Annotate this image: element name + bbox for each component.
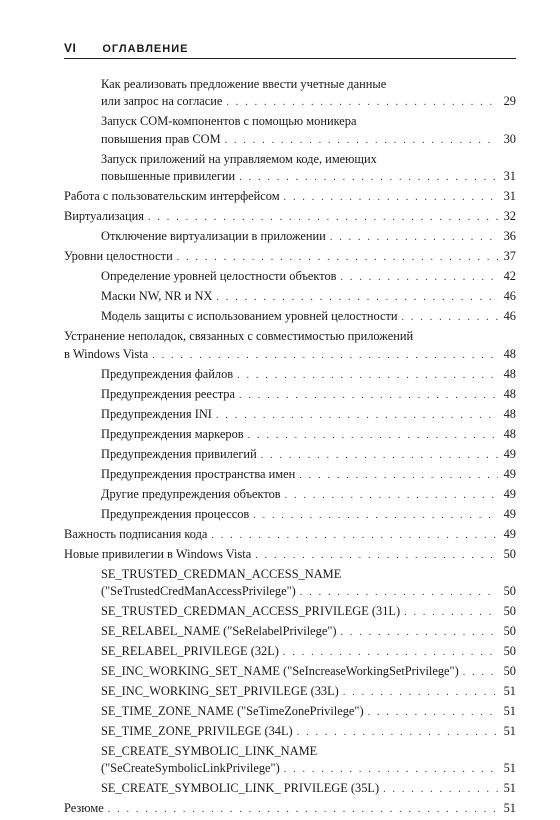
toc-entry [101, 386, 516, 404]
dot-leader [237, 367, 498, 384]
toc-entry-title-line: Предупреждения реестра [101, 386, 235, 401]
toc-entry-title-line: повышения прав COM [101, 131, 221, 146]
dot-leader [226, 94, 498, 111]
toc-entry [64, 526, 516, 544]
toc-entry-title-line: Как реализовать предложение ввести учетные данные [101, 77, 387, 91]
toc-entry-page-number: 49 [503, 446, 516, 461]
toc-entry-page-number: 46 [503, 289, 516, 304]
toc-entry-page-number: 48 [503, 426, 516, 441]
dot-leader [239, 169, 498, 186]
toc-entry-title-line: Запуск COM-компонентов с помощью моникера [101, 114, 357, 129]
toc-entry-title-line: Предупреждения маркеров [101, 426, 244, 441]
toc-entry-page-number: 42 [503, 269, 516, 284]
page-header [64, 38, 516, 59]
toc-entry-title-line: Другие предупреждения объектов [101, 486, 281, 501]
page-number: VI [64, 41, 77, 55]
toc-entry [101, 566, 516, 602]
toc-entry-page-number: 49 [503, 526, 516, 541]
toc-entry-page-number: 51 [503, 724, 516, 739]
toc-entry [101, 683, 516, 701]
toc-entry-title-line: Уровни целостности [64, 249, 173, 264]
toc-entry [101, 406, 516, 424]
toc-entry-page-number: 49 [503, 506, 516, 521]
toc-entry-page-number: 49 [503, 466, 516, 481]
dot-leader [216, 407, 498, 424]
toc-entry-page-number: 48 [503, 386, 516, 401]
dot-leader [108, 801, 498, 818]
dot-leader [463, 664, 498, 681]
toc-entry [101, 366, 516, 384]
dot-leader [341, 269, 498, 286]
toc-entry-page-number: 51 [503, 761, 516, 776]
dot-leader [404, 604, 498, 621]
dot-leader [253, 507, 498, 524]
dot-leader [299, 467, 498, 484]
toc-entry-title-line: Предупреждения файлов [101, 366, 234, 381]
toc-entry-title-line: Модель защиты с использованием уровней целостности [101, 309, 398, 324]
dot-leader [383, 781, 498, 798]
toc-entry-page-number: 31 [503, 169, 516, 184]
toc-entry [101, 643, 516, 661]
dot-leader [330, 229, 498, 246]
toc-entry-title-line: SE_TIME_ZONE_PRIVILEGE (34L) [101, 724, 293, 739]
toc-entry [101, 308, 516, 326]
toc-entry-title-line: Виртуализация [64, 209, 144, 224]
toc-entry-page-number: 31 [503, 189, 516, 204]
toc-entry [101, 506, 516, 524]
toc-entry [101, 76, 516, 112]
toc-entry-title-line: в Windows Vista [64, 346, 149, 361]
toc-entry-title-line: или запрос на согласие [101, 94, 223, 109]
toc-entry-title-line: Предупреждения пространства имен [101, 466, 296, 481]
toc-entry [101, 446, 516, 464]
toc-entry-page-number: 36 [503, 229, 516, 244]
toc-entry [101, 663, 516, 681]
toc-entry-title-line: повышенные привилегии [101, 169, 236, 184]
dot-leader [343, 684, 498, 701]
toc-entry-title-line: Устранение неполадок, связанных с совместимостью приложений [64, 329, 414, 344]
section-title: ОГЛАВЛЕНИЕ [102, 43, 189, 55]
dot-leader [177, 249, 498, 266]
toc-entry-title-line: ("SeCreateSymbolicLinkPrivilege") [101, 761, 280, 776]
toc-entry [101, 723, 516, 741]
toc-entry [64, 546, 516, 564]
toc-entry [64, 800, 516, 818]
dot-leader [148, 209, 498, 226]
toc-entry [101, 151, 516, 187]
toc-entry-title-line: Отключение виртуализации в приложении [101, 229, 326, 244]
toc-entry-page-number: 46 [503, 309, 516, 324]
toc-entry-title-line: SE_TRUSTED_CREDMAN_ACCESS_PRIVILEGE (31L) [101, 604, 401, 619]
toc-entry-title-line: Предупреждения привилегий [101, 446, 257, 461]
toc-entry-title-line: ("SeTrustedCredManAccessPrivilege") [101, 584, 296, 599]
dot-leader [285, 487, 498, 504]
toc-entry-page-number: 51 [503, 704, 516, 719]
toc-entry-page-number: 50 [503, 546, 516, 561]
toc-entry-page-number: 48 [503, 366, 516, 381]
dot-leader [261, 447, 498, 464]
dot-leader [211, 527, 498, 544]
toc-entry-title-line: SE_RELABEL_PRIVILEGE (32L) [101, 644, 279, 659]
toc-entry-title-line: SE_TRUSTED_CREDMAN_ACCESS_NAME [101, 566, 342, 581]
toc-entry-page-number: 48 [503, 346, 516, 361]
toc-entry-title-line: SE_TIME_ZONE_NAME ("SeTimeZonePrivilege") [101, 704, 364, 719]
toc-entry-title-line: Работа с пользовательским интерфейсом [64, 189, 280, 204]
toc-entry-title-line: SE_RELABEL_NAME ("SeRelabelPrivilege") [101, 624, 337, 639]
toc-entry-page-number: 37 [503, 249, 516, 264]
dot-leader [239, 387, 498, 404]
toc-entry-page-number: 50 [503, 624, 516, 639]
toc-entry [64, 208, 516, 226]
toc-entry-title-line: Новые привилегии в Windows Vista [64, 546, 252, 561]
toc-entry [101, 466, 516, 484]
dot-leader [283, 644, 498, 661]
toc-entry-title-line: Важность подписания кода [64, 526, 208, 541]
toc-entry-page-number: 29 [503, 94, 516, 109]
toc-entry [101, 268, 516, 286]
toc-entry-page-number: 51 [503, 801, 516, 816]
toc-entry-title-line: Запуск приложений на управляемом коде, имеющих [101, 151, 377, 166]
toc-entry-page-number: 30 [503, 131, 516, 146]
dot-leader [402, 309, 498, 326]
toc-entry-title-line: SE_INC_WORKING_SET_PRIVILEGE (33L) [101, 684, 339, 699]
toc-entry-title-line: SE_INC_WORKING_SET_NAME ("SeIncreaseWorkingSetPrivilege") [101, 664, 459, 679]
toc-entry-title-line: Маски NW, NR и NX [101, 289, 213, 304]
toc-entry-page-number: 32 [503, 209, 516, 224]
toc-entry [101, 288, 516, 306]
toc-entry [101, 228, 516, 246]
dot-leader [152, 347, 498, 364]
toc-entry-title-line: Резюме [64, 801, 104, 816]
toc-entry-title-line: Предупреждения процессов [101, 506, 250, 521]
table-of-contents [64, 76, 516, 820]
toc-entry [64, 248, 516, 266]
toc-entry [64, 188, 516, 206]
toc-entry-page-number: 50 [503, 584, 516, 599]
dot-leader [225, 132, 498, 149]
toc-entry [101, 426, 516, 444]
dot-leader [300, 584, 498, 601]
dot-leader [284, 761, 498, 778]
toc-entry [64, 328, 516, 364]
toc-entry-page-number: 51 [503, 684, 516, 699]
toc-entry-title-line: Определение уровней целостности объектов [101, 269, 337, 284]
toc-entry-page-number: 50 [503, 604, 516, 619]
dot-leader [248, 427, 498, 444]
toc-entry-page-number: 51 [503, 781, 516, 796]
toc-entry-title-line: SE_CREATE_SYMBOLIC_LINK_ PRIVILEGE (35L) [101, 781, 380, 796]
toc-entry-page-number: 48 [503, 406, 516, 421]
toc-entry [101, 743, 516, 779]
dot-leader [297, 724, 498, 741]
dot-leader [255, 547, 498, 564]
toc-entry [101, 703, 516, 721]
toc-entry-page-number: 49 [503, 486, 516, 501]
toc-entry [101, 113, 516, 149]
toc-entry-title-line: Предупреждения INI [101, 406, 212, 421]
toc-entry [101, 623, 516, 641]
dot-leader [341, 624, 498, 641]
dot-leader [368, 704, 498, 721]
toc-entry [101, 780, 516, 798]
dot-leader [284, 189, 498, 206]
toc-entry [101, 486, 516, 504]
toc-entry-page-number: 50 [503, 644, 516, 659]
toc-entry [101, 603, 516, 621]
toc-entry-page-number: 50 [503, 664, 516, 679]
dot-leader [216, 289, 498, 306]
toc-entry-title-line: SE_CREATE_SYMBOLIC_LINK_NAME [101, 744, 318, 759]
